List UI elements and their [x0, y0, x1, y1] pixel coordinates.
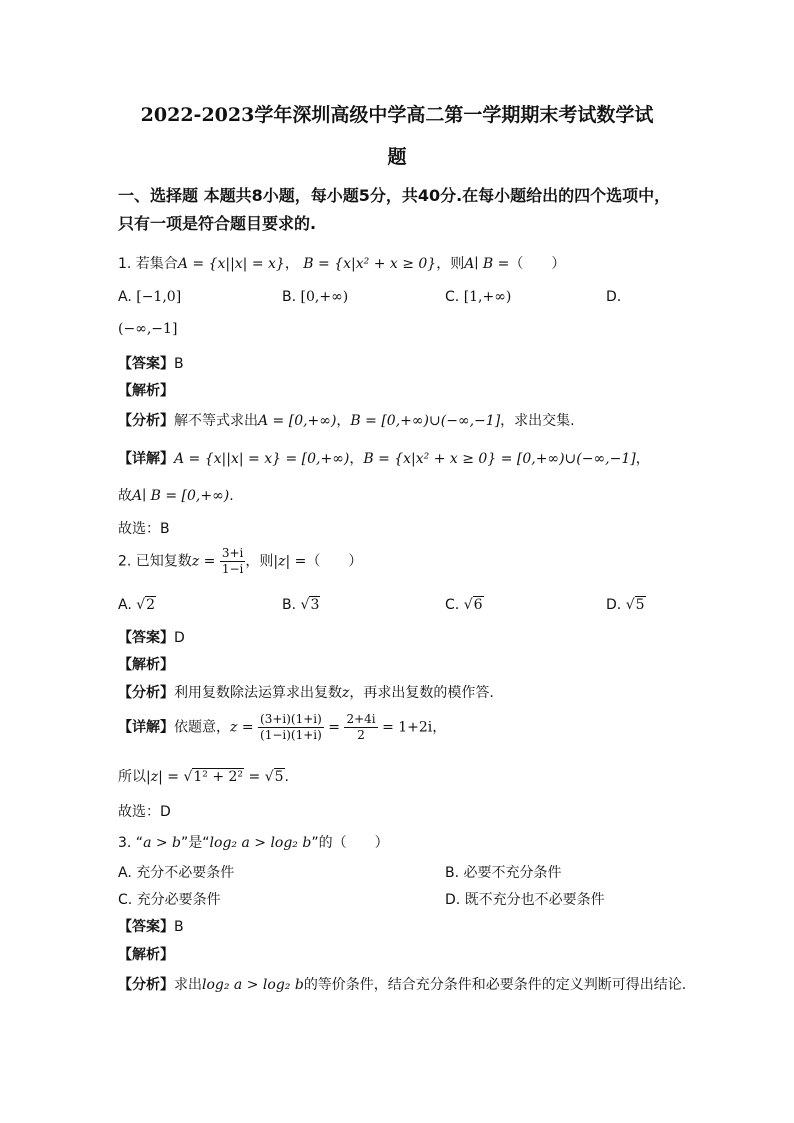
q3-option-c: C. 充分必要条件: [118, 892, 221, 908]
q3-fenxi: 【分析】求出log₂ a > log₂ b的等价条件，结合充分条件和必要条件的定义判断可得出结论.: [118, 977, 687, 993]
q3-answer: 【答案】B: [118, 919, 184, 935]
q1-option-b: B. [0,+∞): [282, 289, 349, 305]
q2-xj-fraction2: $\frac{2+4i}{2}$: [346, 712, 376, 742]
q2-analysis-tag: 【解析】: [118, 657, 174, 673]
q1-option-d-label: D.: [606, 289, 622, 305]
q2-fraction: $\frac{3+i}{1-i}$: [221, 546, 244, 576]
q1-analysis-tag: 【解析】: [118, 383, 174, 399]
q1-fenxi: 【分析】解不等式求出A = [0,+∞)，B = [0,+∞)∪(−∞,−1]，求出交集.: [118, 413, 575, 429]
q1-stem-suffix: ，则: [436, 256, 465, 272]
q1-conclusion: 故A∣ B = [0,+∞).: [118, 488, 234, 504]
q2-answer: 【答案】D: [118, 630, 185, 646]
q1-choice: 故选：B: [118, 521, 170, 537]
q2-option-b: B. √3: [282, 597, 320, 613]
q3-option-d: D. 既不充分也不必要条件: [445, 892, 605, 908]
q1-answer: 【答案】B: [118, 356, 184, 372]
section-heading-line1: 一、选择题 本题共8小题，每小题5分，共40分.在每小题给出的四个选项中，: [118, 186, 671, 205]
q1-option-d-text: (−∞,−1]: [118, 321, 178, 337]
q1-paren: （ ）: [509, 256, 566, 272]
q1-set-a: A = {x||x| = x}: [177, 256, 285, 272]
q2-fenxi: 【分析】利用复数除法运算求出复数z，再求出复数的模作答.: [118, 685, 494, 701]
q1-xiangjie: 【详解】A = {x||x| = x} = [0,+∞)，B = {x|x² + x ≥ 0} = [0,+∞)∪(−∞,−1]，: [118, 451, 650, 467]
q2-choice: 故选：D: [118, 804, 171, 820]
q1-stem: [118, 253, 565, 273]
section-heading-line2: 只有一项是符合题目要求的.: [118, 214, 317, 233]
page-title-line1: 2022-2023学年深圳高级中学高二第一学期期末考试数学试: [140, 104, 654, 126]
q2-stem: 2. 已知复数z = $\frac{3+i}{1-i}$ ，则|z| =（ ）: [118, 546, 363, 576]
q1-ask: A∣ B =: [464, 256, 510, 272]
q1-set-b: B = {x|x² + x ≥ 0}: [303, 256, 437, 272]
q3-stem: 3. “a > b”是“log₂ a > log₂ b”的（ ）: [118, 835, 389, 851]
q2-option-a: A. √2: [118, 597, 156, 613]
q1-stem-prefix: 1. 若集合: [118, 256, 178, 272]
q1-comma: ，: [284, 256, 299, 272]
q3-option-b: B. 必要不充分条件: [445, 865, 562, 881]
q1-option-c: C. [1,+∞): [445, 289, 512, 305]
q2-modulus: 所以|z| = √1² + 2² = √5.: [118, 769, 289, 785]
q3-option-a: A. 充分不必要条件: [118, 865, 235, 881]
q3-analysis-tag: 【解析】: [118, 947, 174, 963]
q2-option-c: C. √6: [445, 597, 483, 613]
page-title-line2: 题: [387, 146, 407, 168]
q1-option-a: A. [−1,0]: [118, 289, 182, 305]
q2-xj-fraction1: $\frac{(3+i)(1+i)}{(1-i)(1+i)}$: [260, 712, 322, 742]
q2-xiangjie: 【详解】依题意，z = $\frac{(3+i)(1+i)}{(1-i)(1+i)}$ = $\frac{2+4i}{2}$ = 1+2i，: [118, 712, 447, 742]
q2-option-d: D. √5: [606, 597, 645, 613]
